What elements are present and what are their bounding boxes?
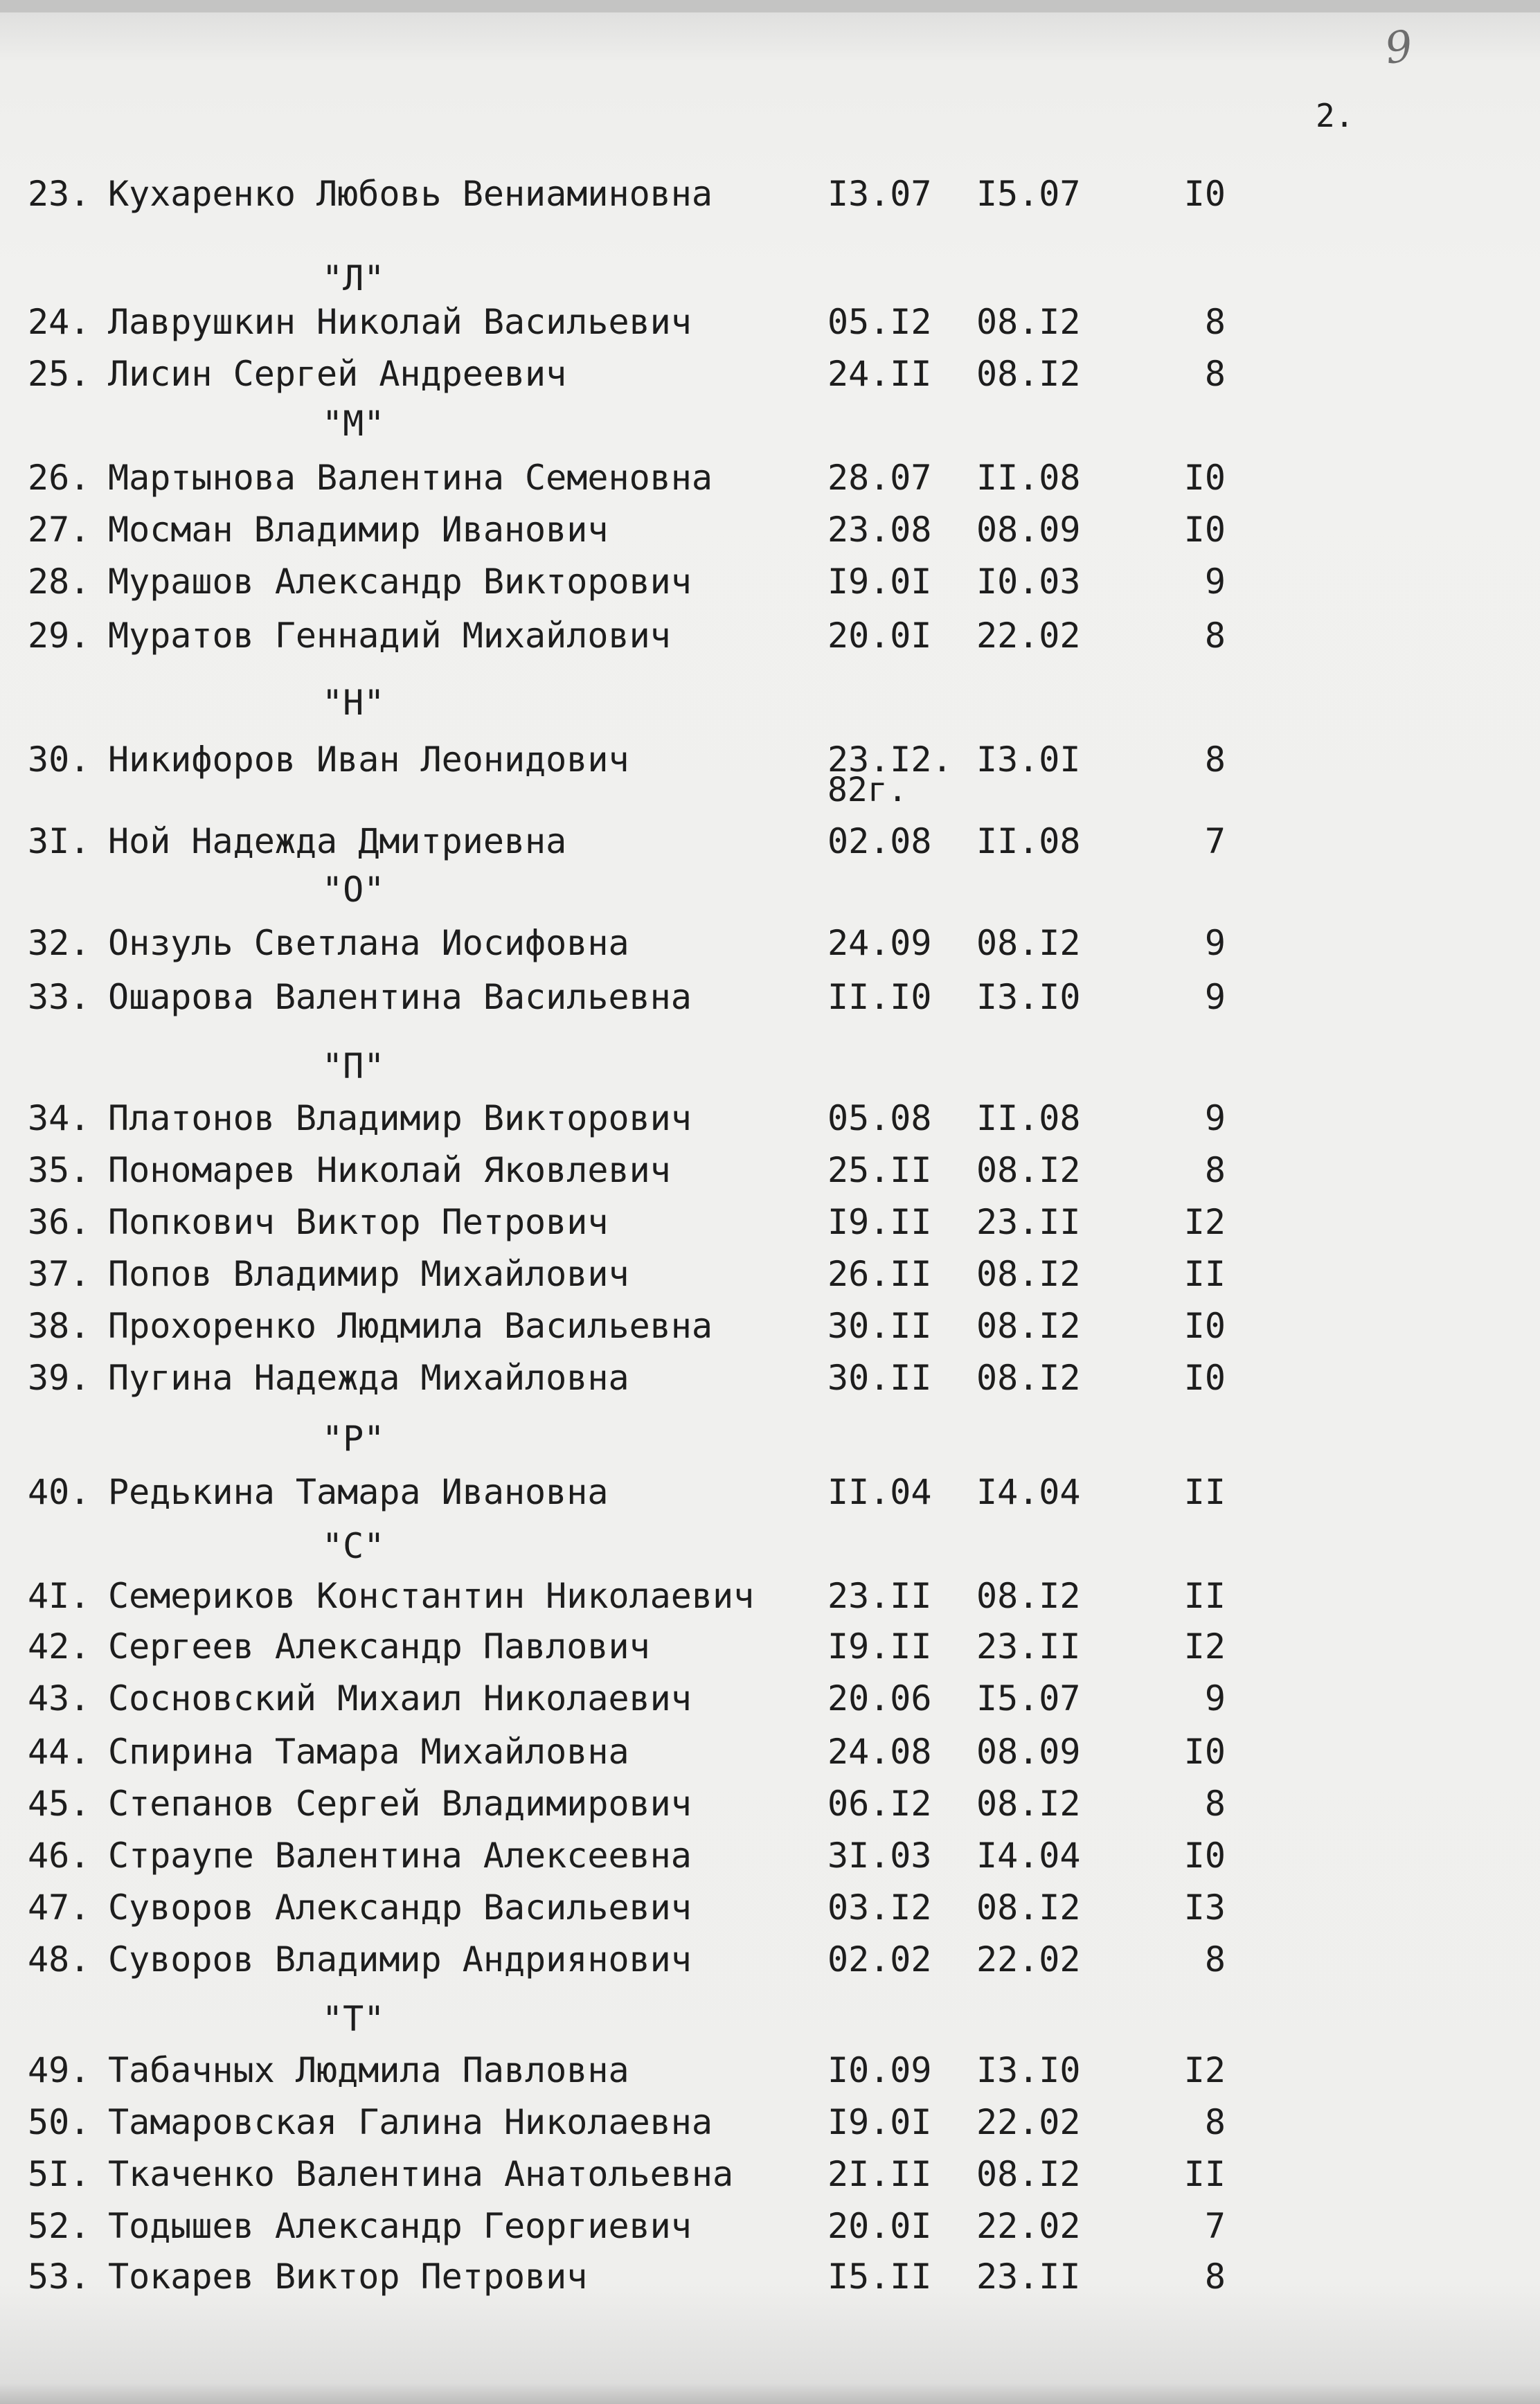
day-count: 8 <box>1204 739 1226 780</box>
person-name: Редькина Тамара Ивановна <box>108 1472 609 1512</box>
start-date: 28.07 <box>827 458 932 498</box>
end-date: 08.I2 <box>976 1576 1081 1616</box>
end-date: 08.I2 <box>976 302 1081 342</box>
start-date: 06.I2 <box>827 1784 932 1824</box>
end-date: 08.09 <box>976 510 1081 550</box>
section-letter-label: "О" <box>322 870 385 910</box>
item-number: 32. <box>28 923 91 963</box>
day-count: 7 <box>1204 2206 1226 2246</box>
start-date: 05.08 <box>827 1098 932 1138</box>
day-count: 8 <box>1204 302 1226 342</box>
item-number: 37. <box>28 1254 91 1294</box>
start-date: 05.I2 <box>827 302 932 342</box>
person-name: Суворов Александр Васильевич <box>108 1887 692 1928</box>
end-date: 22.02 <box>976 1939 1081 1980</box>
start-date: 30.II <box>827 1358 932 1398</box>
item-number: 50. <box>28 2102 91 2142</box>
end-date: I0.03 <box>976 562 1081 602</box>
person-name: Кухаренко Любовь Вениаминовна <box>108 174 713 214</box>
person-name: Ошарова Валентина Васильевна <box>108 977 692 1017</box>
item-number: 29. <box>28 616 91 656</box>
page-number: 2. <box>1316 97 1354 134</box>
end-date: 08.I2 <box>976 2154 1081 2194</box>
item-number: 5I. <box>28 2154 91 2194</box>
end-date: I3.I0 <box>976 2050 1081 2090</box>
end-date: II.08 <box>976 821 1081 861</box>
start-date: 20.0I <box>827 616 932 656</box>
item-number: 30. <box>28 739 91 780</box>
start-date: 02.02 <box>827 1939 932 1980</box>
end-date: 23.II <box>976 1202 1081 1242</box>
item-number: 43. <box>28 1678 91 1719</box>
section-letter-label: "М" <box>322 404 385 444</box>
item-number: 47. <box>28 1887 91 1928</box>
end-date: II.08 <box>976 458 1081 498</box>
person-name: Токарев Виктор Петрович <box>108 2257 588 2297</box>
start-date: 24.II <box>827 354 932 394</box>
start-date: II.I0 <box>827 977 932 1017</box>
person-name: Степанов Сергей Владимирович <box>108 1784 692 1824</box>
end-date: 08.I2 <box>976 1254 1081 1294</box>
item-number: 52. <box>28 2206 91 2246</box>
person-name: Тамаровская Галина Николаевна <box>108 2102 713 2142</box>
end-date: 22.02 <box>976 2206 1081 2246</box>
day-count: 8 <box>1204 616 1226 656</box>
person-name: Лисин Сергей Андреевич <box>108 354 567 394</box>
end-date: I3.0I <box>976 739 1081 780</box>
person-name: Муратов Геннадий Михайлович <box>108 616 671 656</box>
start-date: I3.07 <box>827 174 932 214</box>
day-count: II <box>1183 1254 1226 1294</box>
person-name: Лаврушкин Николай Васильевич <box>108 302 692 342</box>
start-date: 20.0I <box>827 2206 932 2246</box>
item-number: 46. <box>28 1836 91 1876</box>
end-date: 08.I2 <box>976 1784 1081 1824</box>
person-name: Ткаченко Валентина Анатольевна <box>108 2154 734 2194</box>
person-name: Онзуль Светлана Иосифовна <box>108 923 629 963</box>
person-name: Мартынова Валентина Семеновна <box>108 458 713 498</box>
item-number: 40. <box>28 1472 91 1512</box>
item-number: 24. <box>28 302 91 342</box>
start-date: 23.I2. <box>827 739 953 780</box>
end-date: I4.04 <box>976 1836 1081 1876</box>
day-count: 8 <box>1204 2257 1226 2297</box>
day-count: I0 <box>1183 174 1226 214</box>
person-name: Суворов Владимир Андриянович <box>108 1939 692 1980</box>
day-count: 8 <box>1204 1784 1226 1824</box>
section-letter-label: "С" <box>322 1526 385 1566</box>
item-number: 26. <box>28 458 91 498</box>
end-date: 08.I2 <box>976 354 1081 394</box>
start-date: 3I.03 <box>827 1836 932 1876</box>
end-date: II.08 <box>976 1098 1081 1138</box>
day-count: 9 <box>1204 562 1226 602</box>
item-number: 25. <box>28 354 91 394</box>
item-number: 33. <box>28 977 91 1017</box>
day-count: II <box>1183 1576 1226 1616</box>
person-name: Табачных Людмила Павловна <box>108 2050 629 2090</box>
start-date: I9.0I <box>827 2102 932 2142</box>
person-name: Мосман Владимир Иванович <box>108 510 609 550</box>
day-count: 9 <box>1204 1678 1226 1719</box>
person-name: Платонов Владимир Викторович <box>108 1098 692 1138</box>
day-count: 8 <box>1204 2102 1226 2142</box>
person-name: Сергеев Александр Павлович <box>108 1626 650 1667</box>
item-number: 27. <box>28 510 91 550</box>
day-count: I2 <box>1183 2050 1226 2090</box>
day-count: I0 <box>1183 1358 1226 1398</box>
item-number: 36. <box>28 1202 91 1242</box>
end-date: 23.II <box>976 1626 1081 1667</box>
end-date: I5.07 <box>976 1678 1081 1719</box>
person-name: Семериков Константин Николаевич <box>108 1576 755 1616</box>
day-count: 7 <box>1204 821 1226 861</box>
start-date: 24.09 <box>827 923 932 963</box>
item-number: 53. <box>28 2257 91 2297</box>
end-date: 08.09 <box>976 1732 1081 1772</box>
item-number: 35. <box>28 1150 91 1190</box>
day-count: II <box>1183 1472 1226 1512</box>
item-number: 38. <box>28 1306 91 1346</box>
person-name: Никифоров Иван Леонидович <box>108 739 629 780</box>
start-date: 23.08 <box>827 510 932 550</box>
day-count: 9 <box>1204 1098 1226 1138</box>
item-number: 44. <box>28 1732 91 1772</box>
start-date: I0.09 <box>827 2050 932 2090</box>
end-date: I3.I0 <box>976 977 1081 1017</box>
person-name: Мурашов Александр Викторович <box>108 562 692 602</box>
day-count: 8 <box>1204 354 1226 394</box>
start-date: 02.08 <box>827 821 932 861</box>
day-count: 9 <box>1204 923 1226 963</box>
day-count: I2 <box>1183 1626 1226 1667</box>
section-letter-label: "Н" <box>322 683 385 723</box>
item-number: 34. <box>28 1098 91 1138</box>
item-number: 48. <box>28 1939 91 1980</box>
start-date: 26.II <box>827 1254 932 1294</box>
item-number: 3I. <box>28 821 91 861</box>
end-date: I5.07 <box>976 174 1081 214</box>
day-count: II <box>1183 2154 1226 2194</box>
day-count: 9 <box>1204 977 1226 1017</box>
day-count: I0 <box>1183 458 1226 498</box>
section-letter-label: "П" <box>322 1046 385 1086</box>
item-number: 49. <box>28 2050 91 2090</box>
start-date: 23.II <box>827 1576 932 1616</box>
person-name: Спирина Тамара Михайловна <box>108 1732 629 1772</box>
day-count: I2 <box>1183 1202 1226 1242</box>
start-date: I9.II <box>827 1626 932 1667</box>
person-name: Ной Надежда Дмитриевна <box>108 821 567 861</box>
item-number: 28. <box>28 562 91 602</box>
person-name: Пономарев Николай Яковлевич <box>108 1150 671 1190</box>
start-date: I9.II <box>827 1202 932 1242</box>
start-date: 20.06 <box>827 1678 932 1719</box>
day-count: 8 <box>1204 1150 1226 1190</box>
start-date: 30.II <box>827 1306 932 1346</box>
start-date: 03.I2 <box>827 1887 932 1928</box>
end-date: 08.I2 <box>976 1358 1081 1398</box>
end-date: I4.04 <box>976 1472 1081 1512</box>
start-date: 2I.II <box>827 2154 932 2194</box>
day-count: I0 <box>1183 510 1226 550</box>
section-letter-label: "Т" <box>322 1999 385 2039</box>
item-number: 45. <box>28 1784 91 1824</box>
person-name: Прохоренко Людмила Васильевна <box>108 1306 713 1346</box>
start-date: I5.II <box>827 2257 932 2297</box>
start-date: I9.0I <box>827 562 932 602</box>
end-date: 23.II <box>976 2257 1081 2297</box>
end-date: 08.I2 <box>976 1306 1081 1346</box>
person-name: Пугина Надежда Михайловна <box>108 1358 629 1398</box>
day-count: 8 <box>1204 1939 1226 1980</box>
end-date: 22.02 <box>976 2102 1081 2142</box>
end-date: 08.I2 <box>976 923 1081 963</box>
person-name: Попов Владимир Михайлович <box>108 1254 629 1294</box>
end-date: 08.I2 <box>976 1150 1081 1190</box>
start-date: 25.II <box>827 1150 932 1190</box>
day-count: I0 <box>1183 1306 1226 1346</box>
day-count: I0 <box>1183 1732 1226 1772</box>
item-number: 39. <box>28 1358 91 1398</box>
start-date: 24.08 <box>827 1732 932 1772</box>
end-date: 22.02 <box>976 616 1081 656</box>
person-name: Страупе Валентина Алексеевна <box>108 1836 692 1876</box>
item-number: 42. <box>28 1626 91 1667</box>
item-number: 23. <box>28 174 91 214</box>
person-name: Тодышев Александр Георгиевич <box>108 2206 692 2246</box>
end-date: 08.I2 <box>976 1887 1081 1928</box>
archive-sheet-mark: 9 <box>1381 20 1416 74</box>
person-name: Сосновский Михаил Николаевич <box>108 1678 692 1719</box>
section-letter-label: "Р" <box>322 1419 385 1459</box>
person-name: Попкович Виктор Петрович <box>108 1202 609 1242</box>
item-number: 4I. <box>28 1576 91 1616</box>
start-date-year: 82г. <box>827 771 908 809</box>
day-count: I3 <box>1183 1887 1226 1928</box>
section-letter-label: "Л" <box>322 258 385 298</box>
day-count: I0 <box>1183 1836 1226 1876</box>
start-date: II.04 <box>827 1472 932 1512</box>
